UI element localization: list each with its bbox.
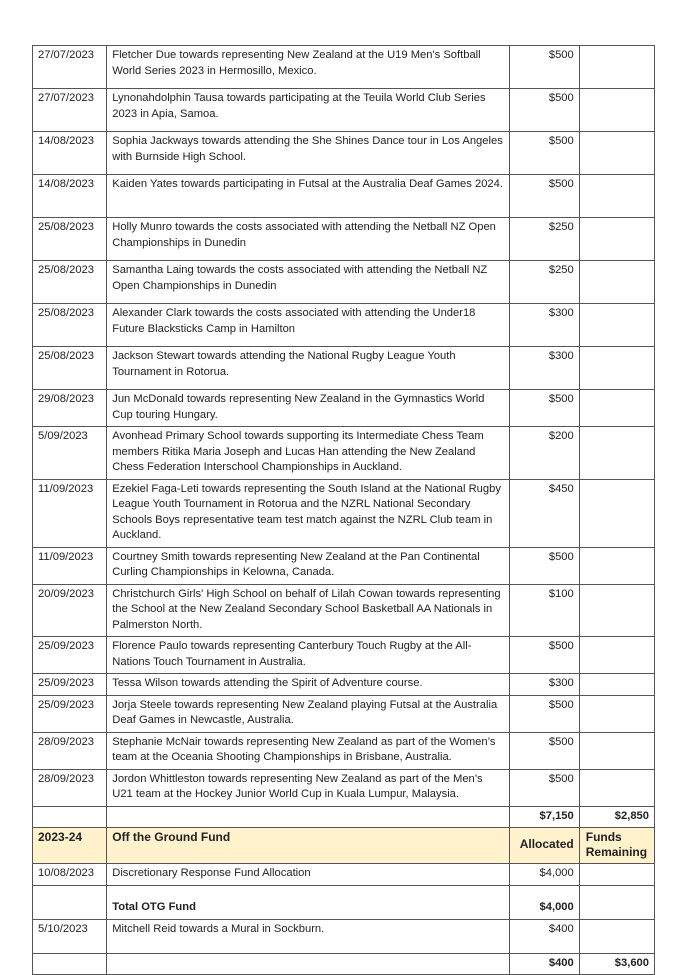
table-row	[33, 304, 655, 347]
funds-remaining-header: Funds Remaining	[579, 828, 654, 864]
grant-amount: $300	[509, 347, 579, 390]
grant-description: Fletcher Due towards representing New Zealand at the U19 Men's Softball World Series 2023 in Hermosillo, Mexico.	[107, 46, 509, 89]
allocation-amount: $4,000	[509, 864, 579, 886]
section-header-row	[33, 828, 655, 864]
grant-date: 25/09/2023	[33, 695, 107, 732]
grant-description: Holly Munro towards the costs associated with attending the Netball NZ Open Championships in Dunedin	[107, 218, 509, 261]
grant-remaining	[579, 637, 654, 674]
final-total-remaining: $3,600	[579, 953, 654, 975]
section-year: 2023-24	[33, 828, 107, 864]
grant-date: 5/10/2023	[33, 919, 107, 953]
table-row	[33, 864, 655, 886]
table-row	[33, 584, 655, 637]
grant-description: Jun McDonald towards representing New Zealand in the Gymnastics World Cup touring Hungary.	[107, 390, 509, 427]
grant-amount: $500	[509, 89, 579, 132]
grant-amount: $500	[509, 547, 579, 584]
grant-description: Courtney Smith towards representing New Zealand at the Pan Continental Curling Championships in Kelowna, Canada.	[107, 547, 509, 584]
subtotal-row	[33, 806, 655, 828]
grant-remaining	[579, 427, 654, 480]
grant-description: Jorja Steele towards representing New Zealand playing Futsal at the Australia Deaf Games in Newcastle, Australia.	[107, 695, 509, 732]
table-row	[33, 674, 655, 696]
section-title: Off the Ground Fund	[107, 828, 509, 864]
grant-remaining	[579, 479, 654, 547]
table-row	[33, 132, 655, 175]
grant-amount: $500	[509, 732, 579, 769]
grant-remaining	[579, 218, 654, 261]
grant-description: Christchurch Girls' High School on behalf of Lilah Cowan towards representing the School at the New Zealand Secondary School Basketball AA Nationals in Palmerston North.	[107, 584, 509, 637]
grant-remaining	[579, 674, 654, 696]
grant-remaining	[579, 89, 654, 132]
grant-description: Florence Paulo towards representing Canterbury Touch Rugby at the All-Nations Touch Tournament in Australia.	[107, 637, 509, 674]
grants-table	[32, 45, 655, 975]
grant-date: 25/09/2023	[33, 637, 107, 674]
grant-description: Lynonahdolphin Tausa towards participating at the Teuila World Club Series 2023 in Apia, Samoa.	[107, 89, 509, 132]
grant-date: 14/08/2023	[33, 132, 107, 175]
grant-amount: $250	[509, 261, 579, 304]
grant-amount: $200	[509, 427, 579, 480]
table-row	[33, 769, 655, 806]
grant-amount: $500	[509, 175, 579, 218]
grant-description: Ezekiel Faga-Leti towards representing the South Island at the National Rugby League Youth Tournament in Rotorua and the NZRL National Secondary Schools Boys representative team test match against the NZRL Club team in Auckland.	[107, 479, 509, 547]
grant-date: 28/09/2023	[33, 769, 107, 806]
grant-date: 20/09/2023	[33, 584, 107, 637]
table-row	[33, 427, 655, 480]
grant-amount: $500	[509, 46, 579, 89]
table-row	[33, 347, 655, 390]
table-row	[33, 218, 655, 261]
grant-description: Avonhead Primary School towards supporting its Intermediate Chess Team members Ritika Maria Joseph and Lucas Han attending the New Zealand Chess Federation Interschool Championships in Auckland.	[107, 427, 509, 480]
grant-date: 25/08/2023	[33, 347, 107, 390]
table-row	[33, 46, 655, 89]
grant-description: Samantha Laing towards the costs associated with attending the Netball NZ Open Championships in Dunedin	[107, 261, 509, 304]
grant-amount: $500	[509, 769, 579, 806]
final-total-amount: $400	[509, 953, 579, 975]
grant-date: 27/07/2023	[33, 46, 107, 89]
grant-amount: $500	[509, 132, 579, 175]
otg-total-row	[33, 885, 655, 919]
grant-description: Kaiden Yates towards participating in Futsal at the Australia Deaf Games 2024.	[107, 175, 509, 218]
table-row	[33, 695, 655, 732]
grant-remaining	[579, 769, 654, 806]
grant-remaining	[579, 132, 654, 175]
grant-date: 27/07/2023	[33, 89, 107, 132]
grant-description: Jackson Stewart towards attending the National Rugby League Youth Tournament in Rotorua.	[107, 347, 509, 390]
table-row	[33, 175, 655, 218]
grant-date: 11/09/2023	[33, 479, 107, 547]
grant-description: Tessa Wilson towards attending the Spirit of Adventure course.	[107, 674, 509, 696]
grant-amount: $500	[509, 695, 579, 732]
grant-remaining	[579, 175, 654, 218]
grant-date: 25/08/2023	[33, 261, 107, 304]
grant-remaining	[579, 390, 654, 427]
grant-remaining	[579, 919, 654, 953]
grant-date: 25/08/2023	[33, 304, 107, 347]
grant-description: Mitchell Reid towards a Mural in Sockburn.	[107, 919, 509, 953]
grant-remaining	[579, 261, 654, 304]
grant-remaining	[579, 547, 654, 584]
grant-remaining	[579, 584, 654, 637]
table-row	[33, 89, 655, 132]
otg-total-amount: $4,000	[509, 885, 579, 919]
grant-date: 14/08/2023	[33, 175, 107, 218]
grant-date: 11/09/2023	[33, 547, 107, 584]
table-row	[33, 547, 655, 584]
grant-description: Jordon Whittleston towards representing New Zealand as part of the Men’s U21 team at the Hockey Junior World Cup in Kuala Lumpur, Malaysia.	[107, 769, 509, 806]
subtotal-remaining: $2,850	[579, 806, 654, 828]
grant-date: 5/09/2023	[33, 427, 107, 480]
grant-remaining	[579, 347, 654, 390]
table-row	[33, 390, 655, 427]
table-row	[33, 261, 655, 304]
grant-amount: $100	[509, 584, 579, 637]
grant-remaining	[579, 304, 654, 347]
table-row	[33, 637, 655, 674]
grant-amount: $450	[509, 479, 579, 547]
grant-amount: $300	[509, 674, 579, 696]
allocation-date: 10/08/2023	[33, 864, 107, 886]
grant-date: 29/08/2023	[33, 390, 107, 427]
allocation-description: Discretionary Response Fund Allocation	[107, 864, 509, 886]
table-row	[33, 732, 655, 769]
grant-amount: $300	[509, 304, 579, 347]
grant-description: Alexander Clark towards the costs associated with attending the Under18 Future Blacksticks Camp in Hamilton	[107, 304, 509, 347]
grant-description: Stephanie McNair towards representing New Zealand as part of the Women’s team at the Oceania Shooting Championships in Brisbane, Australia.	[107, 732, 509, 769]
otg-total-label: Total OTG Fund	[107, 885, 509, 919]
table-row	[33, 479, 655, 547]
grant-description: Sophia Jackways towards attending the She Shines Dance tour in Los Angeles with Burnside High School.	[107, 132, 509, 175]
grant-date: 28/09/2023	[33, 732, 107, 769]
table-row	[33, 919, 655, 953]
grant-remaining	[579, 732, 654, 769]
grant-amount: $500	[509, 637, 579, 674]
grant-remaining	[579, 46, 654, 89]
grant-amount: $500	[509, 390, 579, 427]
grant-date: 25/09/2023	[33, 674, 107, 696]
grant-amount: $250	[509, 218, 579, 261]
allocation-remaining	[579, 864, 654, 886]
grant-amount: $400	[509, 919, 579, 953]
subtotal-amount: $7,150	[509, 806, 579, 828]
final-total-row	[33, 953, 655, 975]
grant-remaining	[579, 695, 654, 732]
allocated-header: Allocated	[509, 828, 579, 864]
grant-date: 25/08/2023	[33, 218, 107, 261]
